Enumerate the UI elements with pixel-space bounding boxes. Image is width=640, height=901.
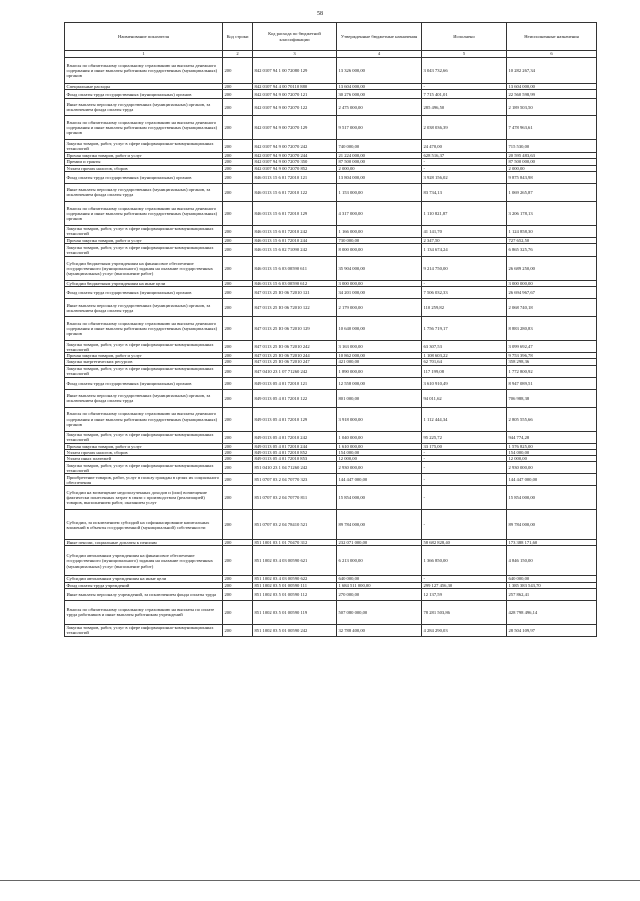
row-executed: 33 175,00 (422, 443, 507, 449)
row-unexecuted: 89 784 000,00 (507, 510, 597, 540)
row-executed: 1 756 719,17 (422, 317, 507, 341)
row-executed: 2 038 036,39 (422, 116, 507, 140)
row-name: Уплата прочих налогов, сборов (65, 165, 223, 171)
row-unexecuted: 3 000 000,00 (507, 281, 597, 287)
row-name: Взносы по обязательному социальному страхованию на выплаты денежного содержания и иные выплаты работникам государственных (муниципальных) органов (65, 116, 223, 140)
row-unexecuted: 2 068 740,18 (507, 299, 597, 317)
row-approved: 421 000,00 (337, 359, 422, 365)
row-unexecuted: 28 504 109,97 (507, 624, 597, 636)
row-code: 200 (223, 365, 253, 377)
row-approved: 640 000,00 (337, 576, 422, 582)
row-name: Закупка товаров, работ, услуг в сфере информационно-коммуникационных технологий (65, 225, 223, 237)
row-executed: 1 108 603,22 (422, 353, 507, 359)
row-approved: 32 788 400,00 (337, 624, 422, 636)
row-approved: 4 317 000,00 (337, 201, 422, 225)
row-approved: 8 000 000,00 (337, 244, 422, 257)
row-unexecuted: 2 930 000,00 (507, 462, 597, 474)
table-row (65, 624, 597, 636)
row-approved: 1 890 000,00 (337, 365, 422, 377)
row-kbk: 847 0113 25 IO 06 72010 244 (253, 353, 337, 359)
row-executed: 41 141,70 (422, 225, 507, 237)
table-row (65, 377, 597, 389)
row-unexecuted: 173 388 171,60 (507, 540, 597, 546)
row-approved: 89 784 000,00 (337, 510, 422, 540)
page-bottom-rule (0, 880, 640, 881)
table-row (65, 183, 597, 201)
row-name: Прочая закупка товаров, работ и услуг (65, 237, 223, 243)
table-row (65, 588, 597, 600)
table-row (65, 116, 597, 140)
row-code: 200 (223, 540, 253, 546)
column-number: 2 (223, 51, 253, 58)
row-kbk: 849 0113 05 4 01 72010 242 (253, 431, 337, 443)
header-row (65, 23, 597, 51)
header-code: Код строки (223, 23, 253, 51)
row-executed: 12 137,59 (422, 588, 507, 600)
row-unexecuted: 2 189 503,50 (507, 99, 597, 116)
row-executed: 3 610 910,49 (422, 377, 507, 389)
row-name: Фонд оплаты труда государственных (муниципальных) органов (65, 90, 223, 99)
row-unexecuted: 87 500 000,00 (507, 159, 597, 165)
row-unexecuted: 3 099 692,47 (507, 341, 597, 353)
row-name: Закупка товаров, работ, услуг в сфере информационно-коммуникационных технологий (65, 624, 223, 636)
row-kbk: 849 0113 05 4 01 72010 129 (253, 407, 337, 431)
row-kbk: 849 0113 05 4 01 72010 853 (253, 456, 337, 462)
row-executed: 78 281 503,86 (422, 600, 507, 624)
row-approved: 270 000,00 (337, 588, 422, 600)
row-executed: 299 127 456,30 (422, 582, 507, 588)
row-code: 200 (223, 153, 253, 159)
row-approved: 1 684 511 000,00 (337, 582, 422, 588)
row-code: 200 (223, 474, 253, 486)
row-code: 200 (223, 486, 253, 510)
table-row (65, 431, 597, 443)
row-executed: - (422, 281, 507, 287)
row-approved: 13 804 000,00 (337, 171, 422, 183)
row-code: 200 (223, 257, 253, 281)
row-name: Взносы по обязательному социальному страхованию на выплаты денежного содержания и иные выплаты работникам государственных (муниципальных) органов (65, 317, 223, 341)
row-executed: - (422, 449, 507, 455)
row-approved: 10 862 000,00 (337, 353, 422, 359)
row-executed: 4 284 290,03 (422, 624, 507, 636)
row-unexecuted: 144 447 000,00 (507, 474, 597, 486)
row-name: Иные выплаты персоналу государственных (муниципальных) органов, за исключением фонда оплаты труда (65, 183, 223, 201)
row-code: 200 (223, 140, 253, 153)
row-code: 200 (223, 183, 253, 201)
row-code: 200 (223, 456, 253, 462)
row-kbk: 851 1002 03 4 03 00590 621 (253, 546, 337, 576)
row-code: 200 (223, 299, 253, 317)
row-kbk: 847 0113 25 IO 06 72010 247 (253, 359, 337, 365)
row-kbk: 851 0410 23 1 04 71260 242 (253, 462, 337, 474)
row-approved: 2 179 000,00 (337, 299, 422, 317)
row-unexecuted: 9 875 843,98 (507, 171, 597, 183)
row-approved: 12 558 000,00 (337, 377, 422, 389)
table-row (65, 225, 597, 237)
row-kbk: 847 0113 25 IO 06 72010 122 (253, 299, 337, 317)
header-approved: Утвержденные бюджетные назначения (337, 23, 422, 51)
table-row (65, 287, 597, 299)
row-name: Взносы по обязательному социальному страхованию на выплаты денежного содержания и иные выплаты работникам государственных (муниципальных) органов (65, 407, 223, 431)
row-executed: - (422, 486, 507, 510)
table-row (65, 58, 597, 84)
row-approved: 144 447 000,00 (337, 474, 422, 486)
row-kbk: 851 1002 03 5 01 00590 242 (253, 624, 337, 636)
row-unexecuted: 7 478 963,61 (507, 116, 597, 140)
row-code: 200 (223, 576, 253, 582)
row-unexecuted: 640 000,00 (507, 576, 597, 582)
row-kbk: 851 1002 03 5 01 00590 111 (253, 582, 337, 588)
row-name: Уплата иных платежей (65, 456, 223, 462)
table-row (65, 171, 597, 183)
row-approved: 30 276 000,00 (337, 90, 422, 99)
row-code: 200 (223, 225, 253, 237)
table-row (65, 90, 597, 99)
row-kbk: 847 0113 25 IO 06 72010 242 (253, 341, 337, 353)
row-name: Прочая закупка товаров, работ и услуг (65, 353, 223, 359)
row-kbk: 851 0707 03 2 04 70770 323 (253, 474, 337, 486)
table-row (65, 510, 597, 540)
row-unexecuted: 8 947 089,51 (507, 377, 597, 389)
row-executed: 285 496,50 (422, 99, 507, 116)
row-executed: 3 043 732,66 (422, 58, 507, 84)
row-name: Премии и гранты (65, 159, 223, 165)
row-code: 200 (223, 201, 253, 225)
row-kbk: 842 0107 94 9 00 72070 129 (253, 116, 337, 140)
row-name: Взносы по обязательному социальному страхованию на выплаты по оплате труда работников и иные выплаты работникам учреждений (65, 600, 223, 624)
row-name: Иные выплаты персоналу государственных (муниципальных) органов, за исключением фонда оплаты труда (65, 299, 223, 317)
row-code: 200 (223, 546, 253, 576)
row-approved: 3 163 000,00 (337, 341, 422, 353)
row-kbk: 846 0113 15 6 01 72010 129 (253, 201, 337, 225)
table-row (65, 201, 597, 225)
row-approved: 801 000,00 (337, 389, 422, 407)
row-code: 200 (223, 582, 253, 588)
row-name: Фонд оплаты труда государственных (муниципальных) органов (65, 171, 223, 183)
row-code: 200 (223, 116, 253, 140)
row-executed: 63 307,53 (422, 341, 507, 353)
row-approved: 740 000,00 (337, 140, 422, 153)
row-name: Фонд оплаты труда государственных (муниципальных) органов (65, 287, 223, 299)
row-kbk: 849 0113 05 4 01 72010 121 (253, 377, 337, 389)
row-code: 200 (223, 359, 253, 365)
budget-execution-table (64, 22, 597, 637)
table-row (65, 600, 597, 624)
row-name: Закупка товаров, работ, услуг в сфере информационно-коммуникационных технологий (65, 341, 223, 353)
row-name: Прочая закупка товаров, работ и услуг (65, 443, 223, 449)
table-row (65, 546, 597, 576)
row-kbk: 842 0107 94 9 00 72070 121 (253, 90, 337, 99)
row-approved: 87 500 000,00 (337, 159, 422, 165)
row-name: Субсидии автономным учреждениям на иные цели (65, 576, 223, 582)
row-code: 200 (223, 600, 253, 624)
row-code: 200 (223, 462, 253, 474)
row-executed: 117 199,08 (422, 365, 507, 377)
table-row (65, 474, 597, 486)
row-unexecuted: 257 862,41 (507, 588, 597, 600)
row-kbk: 846 0113 15 6 01 72010 242 (253, 225, 337, 237)
row-name: Приобретение товаров, работ, услуг в пользу граждан в целях их социального обеспечения (65, 474, 223, 486)
table-body (65, 58, 597, 637)
row-unexecuted: 26 689 250,00 (507, 257, 597, 281)
row-executed: 2 347,50 (422, 237, 507, 243)
table-row (65, 299, 597, 317)
row-approved: 13 604 000,00 (337, 84, 422, 90)
row-unexecuted: 6 865 325,76 (507, 244, 597, 257)
table-row (65, 389, 597, 407)
table-row (65, 99, 597, 116)
row-approved: 9 517 000,00 (337, 116, 422, 140)
row-kbk: 846 0113 15 6 03 00590 612 (253, 281, 337, 287)
row-unexecuted: 12 000,00 (507, 456, 597, 462)
row-approved: 154 000,00 (337, 449, 422, 455)
row-approved: 3 918 000,00 (337, 407, 422, 431)
row-code: 200 (223, 407, 253, 431)
row-executed: 1 112 444,34 (422, 407, 507, 431)
row-unexecuted: 1 576 825,00 (507, 443, 597, 449)
row-kbk: 849 0113 05 4 01 72010 122 (253, 389, 337, 407)
row-unexecuted: 1 385 383 543,70 (507, 582, 597, 588)
row-executed: - (422, 576, 507, 582)
row-name: Субсидии, за исключением субсидий на софинансирование капитальных вложений в объекты государственной (муниципальной) собственности (65, 510, 223, 540)
row-unexecuted: 715 530,00 (507, 140, 597, 153)
row-unexecuted: 8 883 280,83 (507, 317, 597, 341)
row-approved: 1 040 000,00 (337, 431, 422, 443)
row-executed: - (422, 510, 507, 540)
row-unexecuted: 13 604 000,00 (507, 84, 597, 90)
table-row (65, 407, 597, 431)
row-approved: 1 166 000,00 (337, 225, 422, 237)
row-kbk: 846 0113 15 6 01 72010 121 (253, 171, 337, 183)
row-executed: 628 516,37 (422, 153, 507, 159)
row-code: 200 (223, 317, 253, 341)
row-kbk: 849 0113 05 4 01 72010 852 (253, 449, 337, 455)
row-approved: 2 475 000,00 (337, 99, 422, 116)
row-kbk: 846 0113 15 6 03 00590 611 (253, 257, 337, 281)
row-unexecuted: 1 772 800,92 (507, 365, 597, 377)
row-executed: 24 470,00 (422, 140, 507, 153)
row-unexecuted: 1 124 858,30 (507, 225, 597, 237)
column-number: 3 (253, 51, 337, 58)
row-approved: 1 610 000,00 (337, 443, 422, 449)
row-code: 200 (223, 165, 253, 171)
table-row (65, 317, 597, 341)
row-approved: 507 080 000,00 (337, 600, 422, 624)
header-name: Наименование показателя (65, 23, 223, 51)
row-unexecuted: 727 652,50 (507, 237, 597, 243)
row-kbk: 842 0107 94 9 00 72070 244 (253, 153, 337, 159)
row-kbk: 851 1001 03 1 01 70470 312 (253, 540, 337, 546)
row-code: 200 (223, 58, 253, 84)
row-executed: - (422, 84, 507, 90)
row-unexecuted: 4 846 150,00 (507, 546, 597, 576)
header-kbk: Код расхода по бюджетной классификации (253, 23, 337, 51)
row-code: 200 (223, 99, 253, 116)
row-executed: 1 110 821,87 (422, 201, 507, 225)
row-executed: 110 259,82 (422, 299, 507, 317)
row-name: Иные пенсии, социальные доплаты к пенсиям (65, 540, 223, 546)
row-kbk: 851 0707 03 2 04 70770 811 (253, 486, 337, 510)
column-number: 4 (337, 51, 422, 58)
row-executed: 7 506 032,33 (422, 287, 507, 299)
row-code: 200 (223, 237, 253, 243)
row-approved: 10 640 000,00 (337, 317, 422, 341)
row-approved: 232 071 000,00 (337, 540, 422, 546)
row-executed: 1 134 674,24 (422, 244, 507, 257)
row-executed: 62 701,64 (422, 359, 507, 365)
row-code: 200 (223, 171, 253, 183)
row-kbk: 842 0107 94 9 00 72070 122 (253, 99, 337, 116)
row-executed: - (422, 159, 507, 165)
row-unexecuted: 706 988,38 (507, 389, 597, 407)
row-name: Закупка товаров, работ, услуг в сфере информационно-коммуникационных технологий (65, 462, 223, 474)
row-name: Субсидии бюджетным учреждениям на финансовое обеспечение государственного (муниципального) задания на оказание государственных (муниципальных) услуг (выполнение работ) (65, 257, 223, 281)
row-approved: 13 326 000,00 (337, 58, 422, 84)
page-number: 58 (317, 11, 323, 17)
table-row (65, 365, 597, 377)
row-name: Уплата прочих налогов, сборов (65, 449, 223, 455)
row-name: Взносы по обязательному социальному страхованию на выплаты денежного содержания и иные выплаты работникам государственных (муниципальных) органов (65, 201, 223, 225)
row-unexecuted: 22 560 598,99 (507, 90, 597, 99)
row-code: 200 (223, 287, 253, 299)
row-executed: 9 214 750,00 (422, 257, 507, 281)
row-name: Субсидии бюджетным учреждениям на иные цели (65, 281, 223, 287)
row-approved: 6 213 000,00 (337, 546, 422, 576)
row-executed: 95 225,72 (422, 431, 507, 443)
header-executed: Исполнено (422, 23, 507, 51)
row-code: 200 (223, 449, 253, 455)
row-executed: - (422, 474, 507, 486)
row-approved: 2 930 000,00 (337, 462, 422, 474)
row-executed: 7 715 401,01 (422, 90, 507, 99)
row-approved: 35 904 000,00 (337, 257, 422, 281)
table-row (65, 462, 597, 474)
row-executed: - (422, 456, 507, 462)
row-executed: 1 366 850,00 (422, 546, 507, 576)
row-code: 200 (223, 84, 253, 90)
row-code: 200 (223, 389, 253, 407)
row-kbk: 851 1002 03 5 01 00590 119 (253, 600, 337, 624)
row-code: 200 (223, 624, 253, 636)
table-row (65, 140, 597, 153)
row-name: Закупка товаров, работ, услуг в сфере информационно-коммуникационных технологий (65, 140, 223, 153)
row-code: 200 (223, 377, 253, 389)
row-kbk: 842 0107 94 1 00 72080 129 (253, 58, 337, 84)
row-name: Субсидии автономным учреждениям на финансовое обеспечение государственного (муниципального) задания на оказание государственных (муниципальных) услуг (выполнение работ) (65, 546, 223, 576)
row-kbk: 846 0113 15 6 02 71090 242 (253, 244, 337, 257)
row-name: Специальные расходы (65, 84, 223, 90)
row-code: 200 (223, 159, 253, 165)
row-kbk: 842 0107 94 9 00 72070 242 (253, 140, 337, 153)
row-name: Фонд оплаты труда учреждений (65, 582, 223, 588)
row-name: Иные выплаты персоналу государственных (муниципальных) органов, за исключением фонда оплаты труда (65, 99, 223, 116)
column-number-row (65, 51, 597, 58)
row-unexecuted: 2 000,00 (507, 165, 597, 171)
row-name: Иные выплаты персоналу учреждений, за исключением фонда оплаты труда (65, 588, 223, 600)
row-approved: 12 000,00 (337, 456, 422, 462)
row-unexecuted: 154 000,00 (507, 449, 597, 455)
row-code: 200 (223, 353, 253, 359)
row-name: Иные выплаты персоналу государственных (муниципальных) органов, за исключением фонда оплаты труда (65, 389, 223, 407)
column-number: 6 (507, 51, 597, 58)
column-number: 1 (65, 51, 223, 58)
row-name: Фонд оплаты труда государственных (муниципальных) органов (65, 377, 223, 389)
row-unexecuted: 10 282 267,34 (507, 58, 597, 84)
row-approved: 21 224 000,00 (337, 153, 422, 159)
row-name: Прочая закупка товаров, работ и услуг (65, 153, 223, 159)
row-kbk: 847 0410 23 1 07 71260 242 (253, 365, 337, 377)
row-unexecuted: 15 854 000,00 (507, 486, 597, 510)
row-kbk: 846 0113 15 6 01 72010 122 (253, 183, 337, 201)
row-code: 200 (223, 341, 253, 353)
row-code: 200 (223, 588, 253, 600)
row-approved: 2 000,00 (337, 165, 422, 171)
row-executed: 3 928 156,02 (422, 171, 507, 183)
row-kbk: 847 0113 25 IO 06 72010 121 (253, 287, 337, 299)
row-unexecuted: 20 595 483,63 (507, 153, 597, 159)
table-row (65, 341, 597, 353)
row-approved: 34 201 000,00 (337, 287, 422, 299)
row-executed: 83 734,13 (422, 183, 507, 201)
row-code: 200 (223, 90, 253, 99)
row-name: Закупка товаров, работ, услуг в сфере информационно-коммуникационных технологий (65, 431, 223, 443)
row-kbk: 842 0107 94 9 00 72070 350 (253, 159, 337, 165)
row-executed: - (422, 462, 507, 474)
table-row (65, 244, 597, 257)
row-unexecuted: 3 206 178,13 (507, 201, 597, 225)
row-code: 200 (223, 510, 253, 540)
row-kbk: 842 0107 94 9 00 72070 852 (253, 165, 337, 171)
row-kbk: 842 0107 94 4 00 70110 880 (253, 84, 337, 90)
row-executed: - (422, 165, 507, 171)
row-name: Закупка энергетических ресурсов (65, 359, 223, 365)
row-kbk: 851 1002 03 4 03 00590 622 (253, 576, 337, 582)
row-kbk: 846 0113 15 6 01 72010 244 (253, 237, 337, 243)
header-unexecuted: Неисполненные назначения (507, 23, 597, 51)
row-kbk: 849 0113 05 4 01 72010 244 (253, 443, 337, 449)
row-approved: 730 000,00 (337, 237, 422, 243)
row-kbk: 851 1002 03 5 01 00590 112 (253, 588, 337, 600)
row-name: Субсидии на возмещение недополученных доходов и (или) возмещение фактически понесенных затрат в связи с производством (реализацией) товаров, выполнением работ, оказанием услуг (65, 486, 223, 510)
row-approved: 15 854 000,00 (337, 486, 422, 510)
row-name: Закупка товаров, работ, услуг в сфере информационно-коммуникационных технологий (65, 244, 223, 257)
row-unexecuted: 358 298,36 (507, 359, 597, 365)
row-name: Закупка товаров, работ, услуг в сфере информационно-коммуникационных технологий (65, 365, 223, 377)
row-unexecuted: 428 798 496,14 (507, 600, 597, 624)
table-row (65, 486, 597, 510)
row-code: 200 (223, 281, 253, 287)
row-kbk: 847 0113 25 IO 06 72010 129 (253, 317, 337, 341)
row-executed: 94 011,62 (422, 389, 507, 407)
row-executed: 58 682 828,40 (422, 540, 507, 546)
row-unexecuted: 1 069 265,87 (507, 183, 597, 201)
table-row (65, 257, 597, 281)
row-approved: 3 000 000,00 (337, 281, 422, 287)
row-unexecuted: 944 774,28 (507, 431, 597, 443)
row-unexecuted: 9 753 396,78 (507, 353, 597, 359)
column-number: 5 (422, 51, 507, 58)
row-code: 200 (223, 244, 253, 257)
row-unexecuted: 2 805 555,66 (507, 407, 597, 431)
row-unexecuted: 26 694 967,67 (507, 287, 597, 299)
row-code: 200 (223, 443, 253, 449)
row-name: Взносы по обязательному социальному страхованию на выплаты денежного содержания и иные выплаты работникам государственных (муниципальных) органов (65, 58, 223, 84)
row-approved: 1 153 000,00 (337, 183, 422, 201)
row-code: 200 (223, 431, 253, 443)
row-kbk: 851 0707 03 2 04 78410 521 (253, 510, 337, 540)
